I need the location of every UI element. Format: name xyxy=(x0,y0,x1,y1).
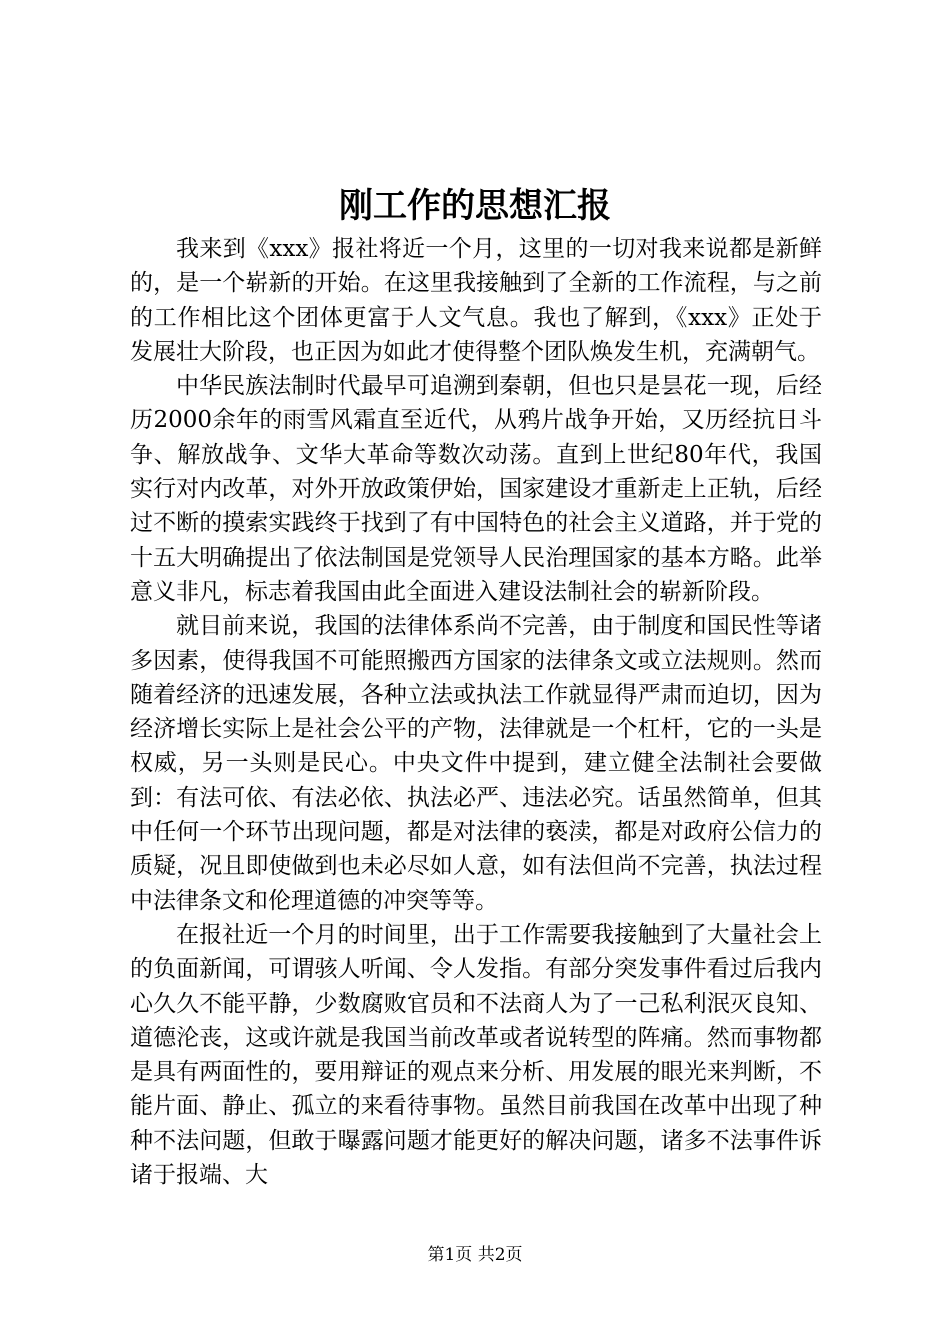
paragraph: 我来到《xxx》报社将近一个月，这里的一切对我来说都是新鲜的，是一个崭新的开始。在这里我接触到了全新的工作流程，与之前的工作相比这个团体更富于人文气息。我也了解到，《xxx》正处于发展壮大阶段，也正因为如此才使得整个团队焕发生机，充满朝气。 xyxy=(130,236,822,365)
paragraph: 在报社近一个月的时间里，出于工作需要我接触到了大量社会上的负面新闻，可谓骇人听闻、令人发指。有部分突发事件看过后我内心久久不能平静，少数腐败官员和不法商人为了一己私利泯灭良知、道德沦丧，这或许就是我国当前改革或者说转型的阵痛。然而事物都是具有两面性的，要用辩证的观点来分析、用发展的眼光来判断，不能片面、静止、孤立的来看待事物。虽然目前我国在改革中出现了种种不法问题，但敢于曝露问题才能更好的解决问题，诸多不法事件诉诸于报端、大 xyxy=(130,921,822,1189)
document-title: 刚工作的思想汇报 xyxy=(339,186,611,226)
paragraph: 中华民族法制时代最早可追溯到秦朝，但也只是昙花一现，后经历2000余年的雨雪风霜直至近代，从鸦片战争开始，又历经抗日斗争、解放战争、文华大革命等数次动荡。直到上世纪80年代，我国实行对内改革，对外开放政策伊始，国家建设才重新走上正轨，后经过不断的摸索实践终于找到了有中国特色的社会主义道路，并于党的十五大明确提出了依法制国是党领导人民治理国家的基本方略。此举意义非凡，标志着我国由此全面进入建设法制社会的崭新阶段。 xyxy=(130,373,822,605)
paragraph: 就目前来说，我国的法律体系尚不完善，由于制度和国民性等诸多因素，使得我国不可能照搬西方国家的法律条文或立法规则。然而随着经济的迅速发展，各种立法或执法工作就显得严肃而迫切，因为经济增长实际上是社会公平的产物，法律就是一个杠杆，它的一头是权威，另一头则是民心。中央文件中提到，建立健全法制社会要做到：有法可依、有法必依、执法必严、违法必究。话虽然简单，但其中任何一个环节出现问题，都是对法律的亵渎，都是对政府公信力的质疑，况且即使做到也未必尽如人意，如有法但尚不完善，执法过程中法律条文和伦理道德的冲突等等。 xyxy=(130,613,822,914)
page-number-footer: 第1页 共2页 xyxy=(427,1245,523,1265)
document-body xyxy=(130,232,822,1192)
